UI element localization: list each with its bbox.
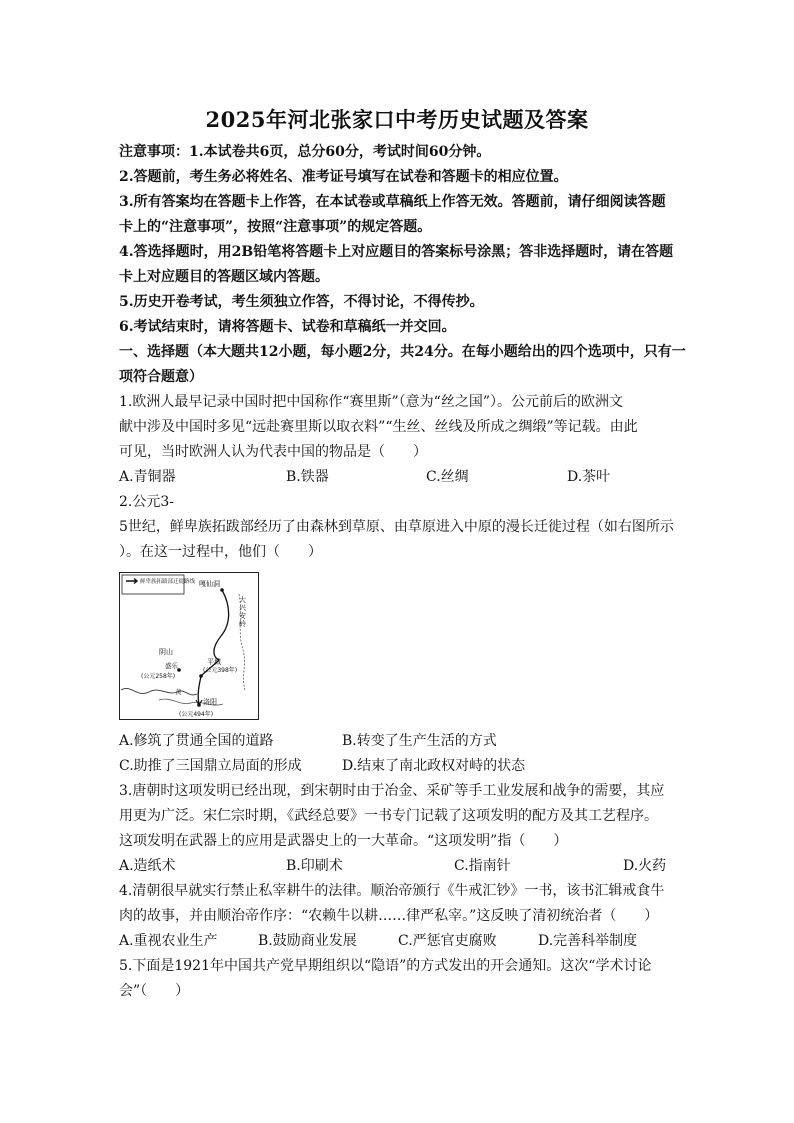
question-4-option-a[interactable]: A.重视农业生产 — [119, 933, 218, 949]
question-5-text: 5.下面是1921年中国共产党早期组织以“隐语”的方式发出的开会通知。这次“学术讨论 — [119, 958, 652, 974]
question-2-text: 2.公元3- — [119, 494, 174, 510]
question-2-text: ）。在这一过程中，他们（ ） — [119, 544, 322, 560]
page-title: 2025年河北张家口中考历史试题及答案 — [205, 107, 589, 132]
notice-line: 5.历史开卷考试，考生须独立作答，不得讨论，不得传抄。 — [119, 294, 484, 310]
question-4-text: 4.清朝很早就实行禁止私宰耕牛的法律。顺治帝颁行《牛戒汇钞》一书，该书汇辑戒食牛 — [119, 883, 665, 899]
question-2-option-c[interactable]: C.助推了三国鼎立局面的形成 — [119, 758, 302, 774]
question-5-text: 会”（ ） — [119, 983, 190, 999]
question-3-option-c[interactable]: C.指南针 — [454, 858, 511, 874]
map-label-daxinganling: 大兴安岭 — [239, 596, 246, 628]
question-1-option-c[interactable]: C.丝绸 — [426, 469, 469, 485]
question-1-text: 献中涉及中国时多见“远赴赛里斯以取衣料”“生丝、丝线及所成之绸缎”等记载。由此 — [119, 419, 638, 435]
section-heading: 一、选择题（本大题共12小题，每小题2分，共24分。在每小题给出的四个选项中，只有一 — [119, 344, 686, 360]
question-1-option-b[interactable]: B.铁器 — [286, 469, 329, 485]
map-label-pingcheng-year: (公元398年) — [203, 667, 238, 674]
notice-line: 卡上对应题目的答题区域内答题。 — [119, 269, 329, 285]
question-2-option-a[interactable]: A.修筑了贯通全国的道路 — [119, 733, 274, 749]
map-label-yinshan: 阴山 — [159, 648, 173, 656]
question-3-text: 3.唐朝时这项发明已经出现，到宋朝时由于冶金、采矿等手工业发展和战争的需要，其应 — [119, 783, 665, 799]
question-2-text: 5世纪，鲜卑族拓跋部经历了由森林到草原、由草原进入中原的漫长迁徙过程（如右图所示 — [119, 519, 674, 535]
question-1-text: 可见，当时欧洲人认为代表中国的物品是（ ） — [119, 444, 427, 460]
question-3-text: 这项发明在武器上的应用是武器史上的一大革命。“这项发明”指（ ） — [119, 833, 568, 849]
map-label-river: 黄 — [175, 688, 182, 696]
question-4-text: 肉的故事，并由顺治帝作序：“农赖牛以耕……律严私宰。”这反映了清初统治者（ ） — [119, 908, 659, 924]
map-frame — [120, 573, 259, 720]
notice-line: 4.答选择题时，用2B铅笔将答题卡上对应题目的答案标号涂黑；答非选择题时，请在答题 — [119, 244, 674, 260]
map-legend-label: 鲜卑族拓跋部迁徙路线 — [140, 579, 196, 585]
place-marker-icon — [199, 674, 203, 678]
migration-map-figure — [119, 572, 259, 720]
question-1-option-a[interactable]: A.青铜器 — [119, 469, 176, 485]
notice-line: 6.考试结束时，请将答题卡、试卷和草稿纸一并交回。 — [119, 319, 456, 335]
question-2-option-d[interactable]: D.结束了南北政权对峙的状态 — [342, 758, 526, 774]
question-4-option-c[interactable]: C.严惩官吏腐败 — [398, 933, 497, 949]
question-1-option-d[interactable]: D.茶叶 — [567, 469, 611, 485]
question-1-text: 1.欧洲人最早记录中国时把中国称作“赛里斯”（意为“丝之国”）。公元前后的欧洲文 — [119, 394, 623, 410]
place-marker-icon — [220, 588, 224, 592]
notice-line: 2.答题前，考生务必将姓名、准考证号填写在试卷和答题卡的相应位置。 — [119, 169, 568, 185]
map-label-luoyang-year: (公元494年) — [179, 711, 214, 718]
map-label-pingcheng: 平城 — [207, 658, 221, 666]
map-label-luoyang: 洛阳 — [203, 698, 217, 706]
notice-line: 注意事项：1.本试卷共6页，总分60分，考试时间60分钟。 — [119, 144, 491, 160]
map-label-shengle: 盛乐 — [165, 662, 178, 670]
question-4-option-b[interactable]: B.鼓励商业发展 — [258, 933, 357, 949]
question-3-option-a[interactable]: A.造纸术 — [119, 858, 176, 874]
notice-line: 卡上的“注意事项”，按照“注意事项”的规定答题。 — [119, 219, 432, 235]
question-3-text: 用更为广泛。宋仁宗时期，《武经总要》一书专门记载了这项发明的配方及其工艺程序。 — [119, 808, 658, 824]
map-label-shengle-year: (公元258年) — [141, 673, 176, 680]
notice-line: 3.所有答案均在答题卡上作答，在本试卷或草稿纸上作答无效。答题前，请仔细阅读答题 — [119, 194, 666, 210]
map-label-gaxian: 嘎仙洞 — [199, 580, 220, 588]
question-4-option-d[interactable]: D.完善科举制度 — [538, 933, 638, 949]
question-3-option-d[interactable]: D.火药 — [623, 858, 667, 874]
place-marker-icon — [197, 703, 201, 707]
question-3-option-b[interactable]: B.印刷术 — [286, 858, 343, 874]
migration-map — [119, 572, 259, 720]
section-heading: 项符合题意） — [119, 369, 203, 385]
question-2-option-b[interactable]: B.转变了生产生活的方式 — [342, 733, 497, 749]
